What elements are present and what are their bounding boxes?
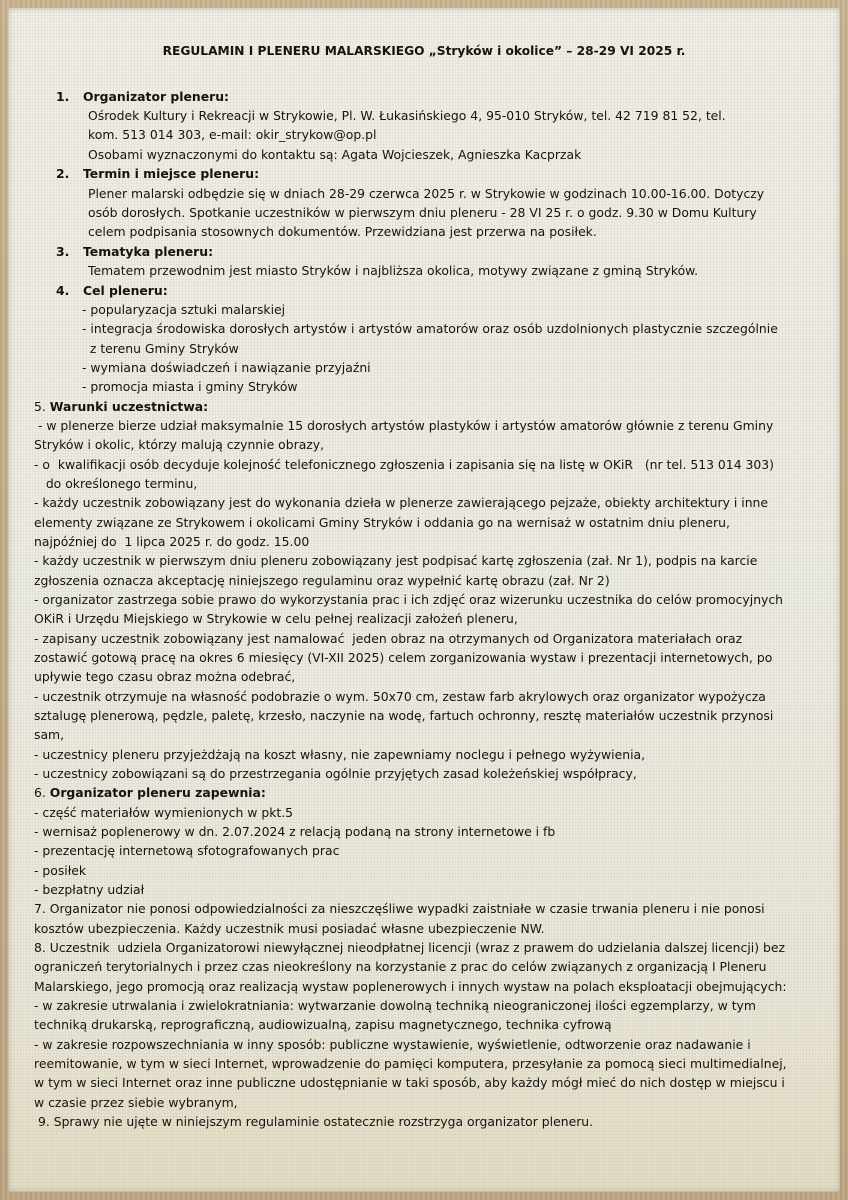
- section-8-text: ograniczeń terytorialnych i przez czas nieokreślony na korzystanie z prac do celów związanych z organizacją I Pleneru: [34, 959, 767, 974]
- section-number: 1.: [56, 89, 70, 104]
- list-item: - bezpłatny udział: [34, 882, 145, 897]
- text-line: celem podpisania stosownych dokumentów. Przewidziana jest przerwa na posiłek.: [88, 224, 597, 239]
- section-8-text: - w zakresie rozpowszechniania w inny sposób: publiczne wystawienie, wyświetlenie, odtworzenie oraz nadawanie i: [34, 1037, 751, 1052]
- text-line: elementy związane ze Strykowem i okolicami Gminy Stryków i oddania go na wernisaż w ostatnim dniu pleneru,: [34, 515, 730, 530]
- list-item: - popularyzacja sztuki malarskiej: [82, 302, 286, 317]
- list-item: - prezentację internetową sfotografowanych prac: [34, 843, 340, 858]
- section-heading: Cel pleneru:: [83, 283, 168, 298]
- section-heading: Organizator pleneru:: [83, 89, 230, 104]
- text-line: - o kwalifikacji osób decyduje kolejność telefonicznego zgłoszenia i zapisania się na listę w OKiR (nr tel. 513 014 303): [34, 457, 774, 472]
- text-line: do określonego terminu,: [34, 476, 198, 491]
- section-6-heading: [34, 783, 266, 802]
- section-number: 3.: [56, 244, 70, 259]
- text-line: - uczestnicy pleneru przyjeżdżają na koszt własny, nie zapewniamy noclegu i pełnego wyżywienia,: [34, 747, 646, 762]
- text-line: - każdy uczestnik w pierwszym dniu pleneru zobowiązany jest podpisać kartę zgłoszenia (zał. Nr 1), podpis na karcie: [34, 553, 758, 568]
- text-line: najpóźniej do 1 lipca 2025 r. do godz. 15.00: [34, 534, 310, 549]
- list-item: - promocja miasta i gminy Stryków: [82, 379, 298, 394]
- text-line: Stryków i okolic, którzy malują czynnie obrazy,: [34, 437, 325, 452]
- section-7-text: 7. Organizator nie ponosi odpowiedzialności za nieszczęśliwe wypadki zaistniałe w czasie trwania pleneru i nie ponosi: [34, 901, 765, 916]
- list-item: - integracja środowiska dorosłych artystów i artystów amatorów oraz osób uzdolnionych plastycznie szczególnie: [82, 321, 778, 336]
- list-item: - część materiałów wymienionych w pkt.5: [34, 805, 294, 820]
- section-8-text: Malarskiego, jego promocją oraz realizacją wystaw poplenerowych i innych wystaw na polach eksploatacji obejmujących:: [34, 979, 787, 994]
- document-title: REGULAMIN I PLENERU MALARSKIEGO „Stryków i okolice” – 28-29 VI 2025 r.: [162, 43, 686, 58]
- section-heading: Tematyka pleneru:: [83, 244, 214, 259]
- section-8-text: - w zakresie utrwalania i zwielokratniania: wytwarzanie dowolną techniką nieograniczonej ilości egzemplarzy, w tym: [34, 998, 756, 1013]
- text-line: - w plenerze bierze udział maksymalnie 15 dorosłych artystów plastyków i artystów amatorów głównie z terenu Gminy: [34, 418, 774, 433]
- text-line: - organizator zastrzega sobie prawo do wykorzystania prac i ich zdjęć oraz wizerunku uczestnika do celów promocyjnych: [34, 592, 784, 607]
- section-5-heading: [34, 397, 208, 416]
- text-line: osób dorosłych. Spotkanie uczestników w pierwszym dniu pleneru - 28 VI 25 r. o godz. 9.30 w Domu Kultury: [88, 205, 757, 220]
- text-line: - zapisany uczestnik zobowiązany jest namalować jeden obraz na otrzymanych od Organizatora materiałach oraz: [34, 631, 743, 646]
- section-8-text: reemitowanie, w tym w sieci Internet, wprowadzenie do pamięci komputera, przesyłanie za pomocą sieci multimedialnej,: [34, 1056, 787, 1071]
- text-line: - każdy uczestnik zobowiązany jest do wykonania dzieła w plenerze zawierającego pejzaże, obiekty architektury i inne: [34, 495, 769, 510]
- section-heading: Warunki uczestnictwa:: [49, 399, 209, 414]
- text-line: sztalugę plenerową, pędzle, paletę, krzesło, naczynie na wodę, fartuch ochronny, resztę materiałów uczestnik przynosi: [34, 708, 774, 723]
- text-line: - uczestnik otrzymuje na własność podobrazie o wym. 50x70 cm, zestaw farb akrylowych oraz organizator wypożycza: [34, 689, 766, 704]
- section-number: 4.: [56, 283, 70, 298]
- text-line: Plener malarski odbędzie się w dniach 28-29 czerwca 2025 r. w Strykowie w godzinach 10.00-16.00. Dotyczy: [88, 186, 765, 201]
- text-line: Ośrodek Kultury i Rekreacji w Strykowie, Pl. W. Łukasińskiego 4, 95-010 Stryków, tel. 42 719 81 52, tel.: [88, 108, 726, 123]
- section-heading: Termin i miejsce pleneru:: [83, 166, 260, 181]
- text-line: OKiR i Urzędu Miejskiego w Strykowie w celu pełnej realizacji założeń pleneru,: [34, 611, 518, 626]
- list-item: z terenu Gminy Stryków: [82, 341, 239, 356]
- text-line: sam,: [34, 727, 65, 742]
- section-7-text: kosztów ubezpieczenia. Każdy uczestnik musi posiadać własne ubezpieczenie NW.: [34, 921, 545, 936]
- text-line: Tematem przewodnim jest miasto Stryków i najbliższa okolica, motywy związane z gminą Stryków.: [88, 263, 699, 278]
- section-heading: Organizator pleneru zapewnia:: [49, 785, 266, 800]
- section-8-text: techniką drukarską, reprograficzną, audiowizualną, zapisu magnetycznego, technika cyfrową: [34, 1017, 612, 1032]
- text-line: zgłoszenia oznacza akceptację niniejszego regulaminu oraz wypełnić kartę obrazu (zał. Nr 2): [34, 573, 610, 588]
- text-line: upływie tego czasu obraz można odebrać,: [34, 669, 296, 684]
- text-line: Osobami wyznaczonymi do kontaktu są: Agata Wojcieszek, Agnieszka Kacprzak: [88, 147, 582, 162]
- section-8-text: w tym w sieci Internet oraz inne publiczne udostępnianie w taki sposób, aby każdy mógł mieć do nich dostęp w miejscu i: [34, 1075, 785, 1090]
- list-item: - posiłek: [34, 863, 87, 878]
- document-page: [8, 8, 840, 1192]
- list-item: - wymiana doświadczeń i nawiązanie przyjaźni: [82, 360, 371, 375]
- section-number: 2.: [56, 166, 70, 181]
- text-line: - uczestnicy zobowiązani są do przestrzegania ogólnie przyjętych zasad koleżeńskiej współpracy,: [34, 766, 637, 781]
- section-number: 6.: [34, 785, 46, 800]
- section-8-text: 8. Uczestnik udziela Organizatorowi niewyłącznej nieodpłatnej licencji (wraz z prawem do udzielania dalszej licencji) bez: [34, 940, 785, 955]
- section-9-text: 9. Sprawy nie ujęte w niniejszym regulaminie ostatecznie rozstrzyga organizator pleneru.: [34, 1114, 594, 1129]
- section-8-text: w czasie przez siebie wybranym,: [34, 1095, 238, 1110]
- section-number: 5.: [34, 399, 46, 414]
- text-line: kom. 513 014 303, e-mail: okir_strykow@op.pl: [88, 127, 377, 142]
- text-line: zostawić gotową pracę na okres 6 miesięcy (VI-XII 2025) celem zorganizowania wystaw i prezentacji internetowych, po: [34, 650, 773, 665]
- list-item: - wernisaż poplenerowy w dn. 2.07.2024 z relacją podaną na strony internetowe i fb: [34, 824, 556, 839]
